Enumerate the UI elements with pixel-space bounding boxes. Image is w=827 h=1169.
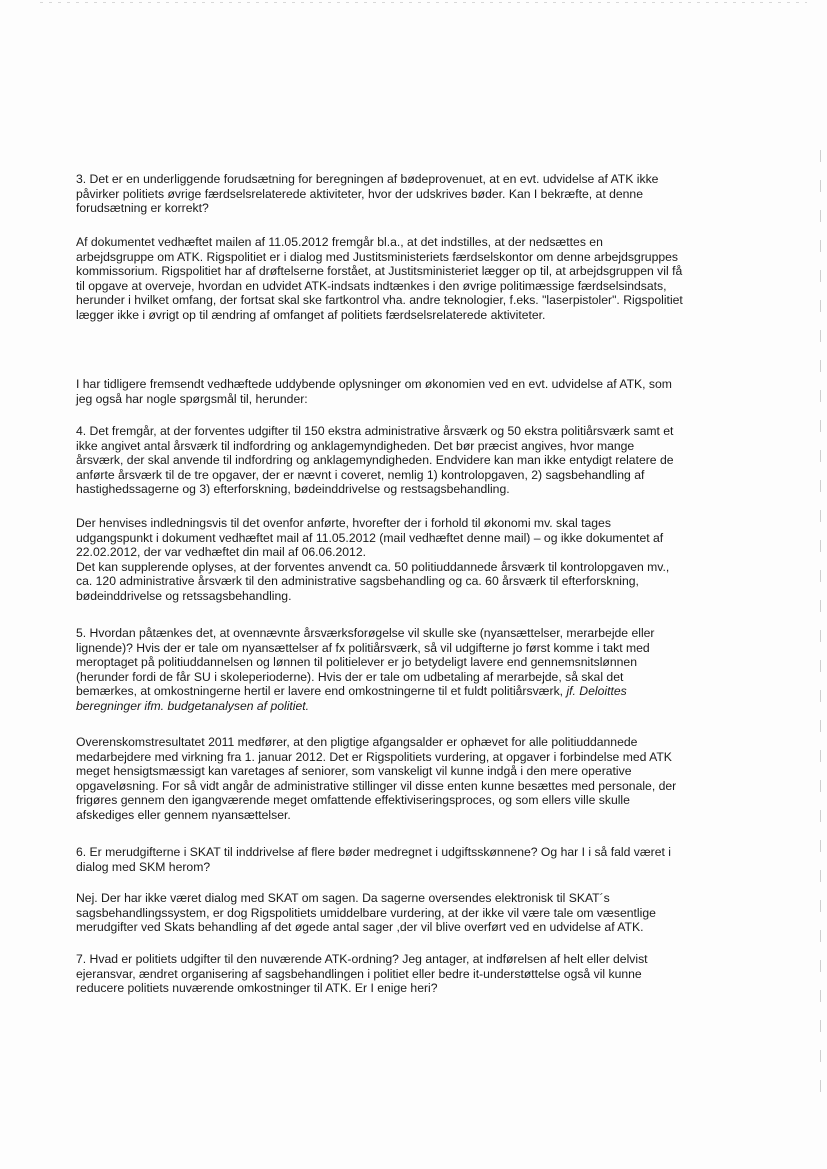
- question-3-text: 3. Det er en underliggende forudsætning for beregningen af bødeprovenuet, at en evt. udvidelse af ATK ikke påvirker politiets øvrige færdselsrelaterede aktiviteter, hvor der udskrives bøder. Kan I bekræfte, at denne forudsætning er korrekt?: [76, 172, 659, 216]
- answer-4: [76, 516, 776, 604]
- question-5-body: 5. Hvordan påtænkes det, at ovennævnte årsværksforøgelse vil skulle ske (nyansættelser, merarbejde eller lignende)? Hvis der er tale om nyansættelser af fx politiårsværk, så vil udgifterne jo først komme i takt med meroptaget på politiuddannelsen og lønnen til politielever er jo betydeligt lavere end gennemsnitslønnen (herunder fordi de får SU i skoleperioderne). Hvis der er tale om udbetaling af merarbejde, så skal det bemærkes, at omkostningerne hertil er lavere end omkostningerne til et fuldt politiårsværk,: [76, 626, 655, 699]
- question-7-text: 7. Hvad er politiets udgifter til den nuværende ATK-ordning? Jeg antager, at indførelsen af helt eller delvist ejeransvar, ændret organisering af sagsbehandlingen i politiet eller bedre it-understøttelse også vil kunne reducere politiets nuværende omkostninger til ATK. Er I enige heri?: [76, 952, 648, 996]
- scan-edge-right: [820, 150, 821, 1109]
- answer-3: [76, 235, 776, 323]
- question-6: [76, 845, 776, 874]
- question-6-text: 6. Er merudgifterne i SKAT til inddrivelse af flere bøder medregnet i udgiftsskønnene? Og har I i så fald været i dialog med SKM herom?: [76, 845, 671, 874]
- answer-3-text: Af dokumentet vedhæftet mailen af 11.05.2012 fremgår bl.a., at det indstilles, at der nedsættes en arbejdsgruppe om ATK. Rigspolitiet er i dialog med Justitsministeriets færdselskontor om denne arbejdsgruppes kommissorium. Rigspolitiet har af drøftelserne forstået, at Justitsministeriet lægger op til, at arbejdsgruppen vil få til opgave at overveje, hvordan en udvidet ATK-indsats indtænkes i den øvrige politimæssige færdselsindsats, herunder i hvilket omfang, der fortsat skal ske fartkontrol vha. andre teknologier, f.eks. "laserpistoler". Rigspolitiet lægger ikke i øvrigt op til ændring af omfanget af politiets færdselsrelaterede aktiviteter.: [76, 235, 683, 322]
- answer-6-text: Nej. Der har ikke været dialog med SKAT om sagen. Da sagerne oversendes elektronisk til SKAT´s sagsbehandlingssystem, er dog Rigspolitiets umiddelbare vurdering, at der ikke vil være tale om væsentlige merudgifter ved Skats behandling af det øgede antal sager ,der vil blive overført ved en udvidelse af ATK.: [76, 891, 656, 935]
- intro-paragraph: [76, 377, 776, 406]
- question-4: [76, 424, 776, 497]
- question-3: [76, 172, 776, 216]
- question-5-text: [76, 626, 776, 714]
- question-4-text: 4. Det fremgår, at der forventes udgifter til 150 ekstra administrative årsværk og 50 ekstra politiårsværk samt et ikke angivet antal årsværk til indfordring og anklagemyndigheden. Det bør præcist angives, hvor mange årsværk, der skal anvende til indfordring og anklagemyndigheden. Endvidere kan man ikke entydigt relatere de anførte årsværk til de tre opgaver, der er nævnt i coveret, nemlig 1) kontrolopgaven, 2) sagsbehandling af hastighedssagerne og 3) efterforskning, bødeinddrivelse og restsagsbehandling.: [76, 424, 674, 497]
- question-7: [76, 952, 776, 996]
- answer-4-text: Der henvises indledningsvis til det ovenfor anførte, hvorefter der i forhold til økonomi mv. skal tages udgangspunkt i dokument vedhæftet mail af 11.05.2012 (mail vedhæftet denne mail) – og ikke dokumentet af 22.02.2012, der var vedhæftet din mail af 06.06.2012. Det kan supplerende oplyses, at der forventes anvendt ca. 50 politiuddannede årsværk til kontrolopgaven mv., ca. 120 administrative årsværk til den administrative sagsbehandling og ca. 60 årsværk til efterforskning, bødeinddrivelse og retssagsbehandling.: [76, 516, 670, 603]
- question-5-italic: jf. Deloittes beregninger ifm. budgetanalysen af politiet.: [76, 684, 627, 713]
- scan-edge-top: [40, 2, 807, 3]
- question-5: [76, 626, 776, 714]
- answer-6: [76, 891, 776, 935]
- answer-5: [76, 735, 776, 823]
- answer-5-text: Overenskomstresultatet 2011 medfører, at den pligtige afgangsalder er ophævet for alle politiuddannede medarbejdere med virkning fra 1. januar 2012. Det er Rigspolitiets vurdering, at opgaver i forbindelse med ATK meget hensigtsmæssigt kan varetages af seniorer, som vanskeligt vil kunne indgå i den mere operative opgaveløsning. For så vidt angår de administrative stillinger vil disse enten kunne besættes med personale, der frigøres gennem den igangværende meget omfattende effektiviseringsproces, og som ellers ville skulle afskediges eller gennem nyansættelser.: [76, 735, 677, 822]
- intro-text: I har tidligere fremsendt vedhæftede uddybende oplysninger om økonomien ved en evt. udvidelse af ATK, som jeg også har nogle spørgsmål til, herunder:: [76, 377, 672, 406]
